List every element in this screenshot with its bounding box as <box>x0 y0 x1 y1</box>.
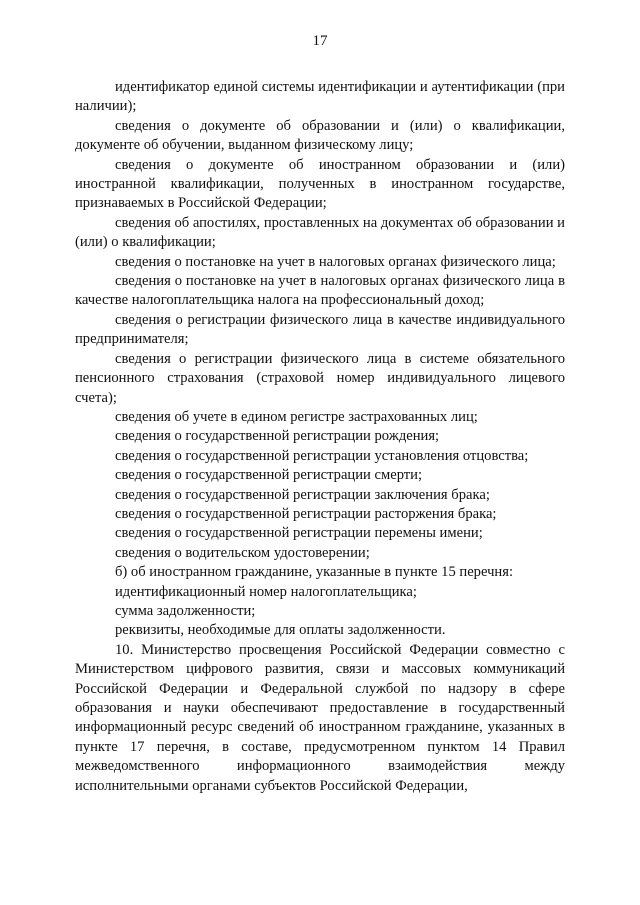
paragraph-professional-income-tax: сведения о постановке на учет в налоговых органах физического лица в качестве налогоплательщика налога на профессиональный доход; <box>75 273 565 309</box>
paragraph-entrepreneur-registration: сведения о регистрации физического лица в качестве индивидуального предпринимателя; <box>75 311 565 348</box>
paragraph-birth-registration: сведения о государственной регистрации рождения; <box>115 428 440 445</box>
paragraph-foreign-education: сведения о документе об иностранном образовании и (или) иностранной квалификации, полученных в иностранном государстве, признаваемых в Российской Федерации; <box>75 156 565 212</box>
paragraph-foreign-citizen-clause: б) об иностранном гражданине, указанные в пункте 15 перечня: <box>115 564 514 581</box>
paragraph-education-document: сведения о документе об образовании и (или) о квалификации, документе об обучении, выданном физическому лицу; <box>75 117 565 154</box>
paragraph-driver-license: сведения о водительском удостоверении; <box>115 544 370 561</box>
paragraph-section-10: 10. Министерство просвещения Российской Федерации совместно с Министерством цифрового развития, связи и массовых коммуникаций Российской Федерации и Федеральной службой по надзору в сфере образования и науки обеспечивают предоставление в государственный информационный ресурс сведений об иностранном гражданине, указанных в пункте 17 перечня, в составе, предусмотренном пунктом 14 Правил межведомственного информационного взаимодействия между исполнительными органами субъектов Российской Федерации, <box>75 641 565 794</box>
page-number: 17 <box>312 33 328 49</box>
paragraph-paternity-registration: сведения о государственной регистрации установления отцовства; <box>115 447 529 464</box>
paragraph-marriage-registration: сведения о государственной регистрации заключения брака; <box>115 486 490 503</box>
paragraph-pension-insurance: сведения о регистрации физического лица в системе обязательного пенсионного страхования (страховой номер индивидуального лицевого счета); <box>75 350 565 406</box>
paragraph-death-registration: сведения о государственной регистрации смерти; <box>115 467 423 484</box>
paragraph-divorce-registration: сведения о государственной регистрации расторжения брака; <box>115 505 497 522</box>
paragraph-debt-amount: сумма задолженности; <box>115 602 256 619</box>
paragraph-payment-details: реквизиты, необходимые для оплаты задолженности. <box>115 622 446 639</box>
document-body <box>75 78 565 796</box>
paragraph-taxpayer-id: идентификационный номер налогоплательщика; <box>115 583 417 600</box>
paragraph-name-change-registration: сведения о государственной регистрации перемены имени; <box>115 525 483 542</box>
paragraph-ident-esia: идентификатор единой системы идентификации и аутентификации (при наличии); <box>75 79 565 115</box>
paragraph-insured-register: сведения об учете в едином регистре застрахованных лиц; <box>115 408 478 425</box>
paragraph-tax-registration: сведения о постановке на учет в налоговых органах физического лица; <box>115 253 556 270</box>
paragraph-apostilles: сведения об апостилях, проставленных на документах об образовании и (или) о квалификации; <box>75 214 565 251</box>
